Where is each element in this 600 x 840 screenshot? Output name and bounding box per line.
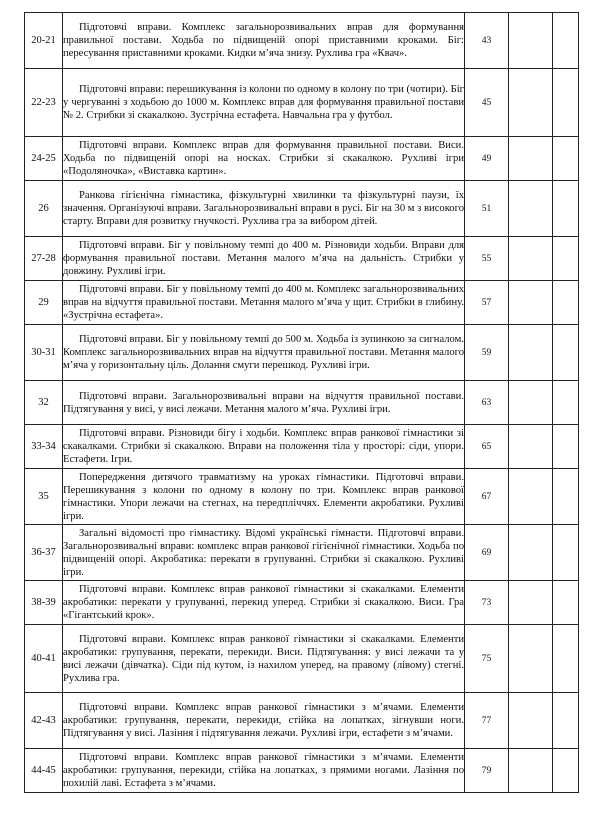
lesson-number: 42-43 [25, 693, 63, 749]
document-page [24, 12, 578, 793]
empty-cell [509, 381, 553, 425]
empty-cell [553, 281, 579, 325]
empty-cell [509, 281, 553, 325]
table-row [25, 281, 579, 325]
empty-cell [553, 525, 579, 581]
table-row [25, 325, 579, 381]
table-row [25, 469, 579, 525]
empty-cell [553, 749, 579, 793]
lesson-topic: Підготовчі вправи: перешикування із колони по одному в колону по три (чотири). Біг у чергуванні з ходьбою до 1000 м. Комплекс вправ для формування правильної постави № 2. Стрибки зі скакалкою. Зустрічна естафета. Навчальна гра у футбол. [63, 69, 465, 137]
table-row [25, 13, 579, 69]
empty-cell [509, 581, 553, 625]
lesson-number: 44-45 [25, 749, 63, 793]
empty-cell [553, 381, 579, 425]
table-row [25, 749, 579, 793]
empty-cell [553, 181, 579, 237]
page-number: 73 [465, 581, 509, 625]
lesson-number: 36-37 [25, 525, 63, 581]
empty-cell [553, 137, 579, 181]
empty-cell [509, 525, 553, 581]
table-row [25, 693, 579, 749]
empty-cell [553, 237, 579, 281]
page-number: 51 [465, 181, 509, 237]
empty-cell [509, 749, 553, 793]
page-number: 55 [465, 237, 509, 281]
empty-cell [553, 69, 579, 137]
lesson-topic: Попередження дитячого травматизму на уроках гімнастики. Підготовчі вправи. Перешикування з колони по одному в колону по три. Комплекс вправ ранкової гімнастики. Упори лежачи на стегнах, на передпліччях. Елементи акробатики. Рухливі ігри. [63, 469, 465, 525]
contents-table [24, 12, 579, 793]
lesson-number: 29 [25, 281, 63, 325]
lesson-number: 38-39 [25, 581, 63, 625]
table-row [25, 181, 579, 237]
empty-cell [509, 693, 553, 749]
contents-table-body [25, 13, 579, 793]
empty-cell [509, 625, 553, 693]
page-number: 79 [465, 749, 509, 793]
lesson-topic: Підготовчі вправи. Загальнорозвивальні вправи на відчуття правильної постави. Підтягування у висі, у висі лежачи. Метання малого м’яча. Рухливі ігри. [63, 381, 465, 425]
table-row [25, 525, 579, 581]
empty-cell [509, 69, 553, 137]
empty-cell [509, 237, 553, 281]
lesson-number: 40-41 [25, 625, 63, 693]
empty-cell [553, 425, 579, 469]
lesson-topic: Загальні відомості про гімнастику. Відомі українські гімнасти. Підготовчі вправи. Загальнорозвивальні вправи: комплекс вправ ранкової гігієнічної гімнастики. Ходьба по підвищеній опорі. Акробатика: перекати в групуванні. Стрибки зі скакалкою. Рухливі ігри. [63, 525, 465, 581]
lesson-topic: Підготовчі вправи. Комплекс вправ ранкової гімнастики з м’ячами. Елементи акробатики: групування, перекати, перекиди, стійка на лопатках, зігнувши ноги. Підтягування у висі. Лазіння і підтягування лежачи. Рухливі ігри, естафети з м’ячами. [63, 693, 465, 749]
empty-cell [509, 469, 553, 525]
page-number: 57 [465, 281, 509, 325]
table-row [25, 237, 579, 281]
table-row [25, 69, 579, 137]
page-number: 49 [465, 137, 509, 181]
lesson-number: 24-25 [25, 137, 63, 181]
page-number: 75 [465, 625, 509, 693]
page-number: 67 [465, 469, 509, 525]
table-row [25, 137, 579, 181]
table-row [25, 581, 579, 625]
empty-cell [553, 693, 579, 749]
lesson-number: 26 [25, 181, 63, 237]
lesson-topic: Підготовчі вправи. Біг у повільному темпі до 400 м. Різновиди ходьби. Вправи для формування правильної постави. Метання малого м’яча на дальність. Стрибки у довжину. Рухливі ігри. [63, 237, 465, 281]
lesson-number: 22-23 [25, 69, 63, 137]
empty-cell [553, 625, 579, 693]
lesson-number: 35 [25, 469, 63, 525]
table-row [25, 425, 579, 469]
lesson-topic: Підготовчі вправи. Комплекс вправ для формування правильної постави. Виси. Ходьба по підвищеній опорі на носках. Стрибки зі скакалкою. Рухливі ігри «Подоляночка», «Виставка картин». [63, 137, 465, 181]
lesson-topic: Підготовчі вправи. Біг у повільному темпі до 500 м. Ходьба із зупинкою за сигналом. Комплекс загальнорозвивальних вправ на відчуття правильної постави. Метання малого м’яча у горизонтальну ціль. Долання смуги перешкод. Рухливі ігри. [63, 325, 465, 381]
lesson-topic: Підготовчі вправи. Комплекс вправ ранкової гімнастики з м’ячами. Елементи акробатики: групування, перекиди, стійка на лопатках, з прямими ногами. Лазіння по похилій лаві. Естафета з м’ячами. [63, 749, 465, 793]
lesson-topic: Ранкова гігієнічна гімнастика, фізкультурні хвилинки та фізкультурні паузи, їх значення. Організуючі вправи. Загальнорозвивальні вправи в русі. Біг на 30 м з високого старту. Вправи для розвитку гнучкості. Рухлива гра за вибором дітей. [63, 181, 465, 237]
empty-cell [553, 469, 579, 525]
lesson-number: 27-28 [25, 237, 63, 281]
empty-cell [509, 425, 553, 469]
page-number: 43 [465, 13, 509, 69]
page-number: 77 [465, 693, 509, 749]
lesson-topic: Підготовчі вправи. Біг у повільному темпі до 400 м. Комплекс загальнорозвивальних вправ на відчуття правильної постави. Метання малого м’яча у щит. Стрибки в глибину. «Зустрічна естафета». [63, 281, 465, 325]
empty-cell [553, 13, 579, 69]
lesson-topic: Підготовчі вправи. Комплекс загальнорозвивальних вправ для формування правильної постави. Ходьба по підвищеній опорі приставними кроками. Біг: пересування приставними кроками. Кидки м’яча знизу. Рухлива гра «Квач». [63, 13, 465, 69]
empty-cell [509, 137, 553, 181]
page-number: 65 [465, 425, 509, 469]
empty-cell [509, 13, 553, 69]
lesson-number: 20-21 [25, 13, 63, 69]
empty-cell [553, 325, 579, 381]
table-row [25, 381, 579, 425]
lesson-number: 33-34 [25, 425, 63, 469]
empty-cell [509, 325, 553, 381]
lesson-number: 32 [25, 381, 63, 425]
lesson-topic: Підготовчі вправи. Комплекс вправ ранкової гімнастики зі скакалками. Елементи акробатики: групування, перекати, перекиди. Виси. Підтягування: у висі лежачи та у висі лежачи (дівчатка). Сіди під кутом, із нахилом уперед, на правому (лівому) стегні. Рухлива гра. [63, 625, 465, 693]
empty-cell [553, 581, 579, 625]
page-number: 69 [465, 525, 509, 581]
page-number: 59 [465, 325, 509, 381]
lesson-topic: Підготовчі вправи. Комплекс вправ ранкової гімнастики зі скакалками. Елементи акробатики: перекати у групуванні, перекид уперед. Стрибки зі скакалкою. Виси. Гра «Гігантський крок». [63, 581, 465, 625]
lesson-topic: Підготовчі вправи. Різновиди бігу і ходьби. Комплекс вправ ранкової гімнастики зі скакалками. Стрибки зі скакалкою. Вправи на положення тіла у просторі: сіди, упори. Естафети. Ігри. [63, 425, 465, 469]
empty-cell [509, 181, 553, 237]
page-number: 45 [465, 69, 509, 137]
table-row [25, 625, 579, 693]
page-number: 63 [465, 381, 509, 425]
lesson-number: 30-31 [25, 325, 63, 381]
